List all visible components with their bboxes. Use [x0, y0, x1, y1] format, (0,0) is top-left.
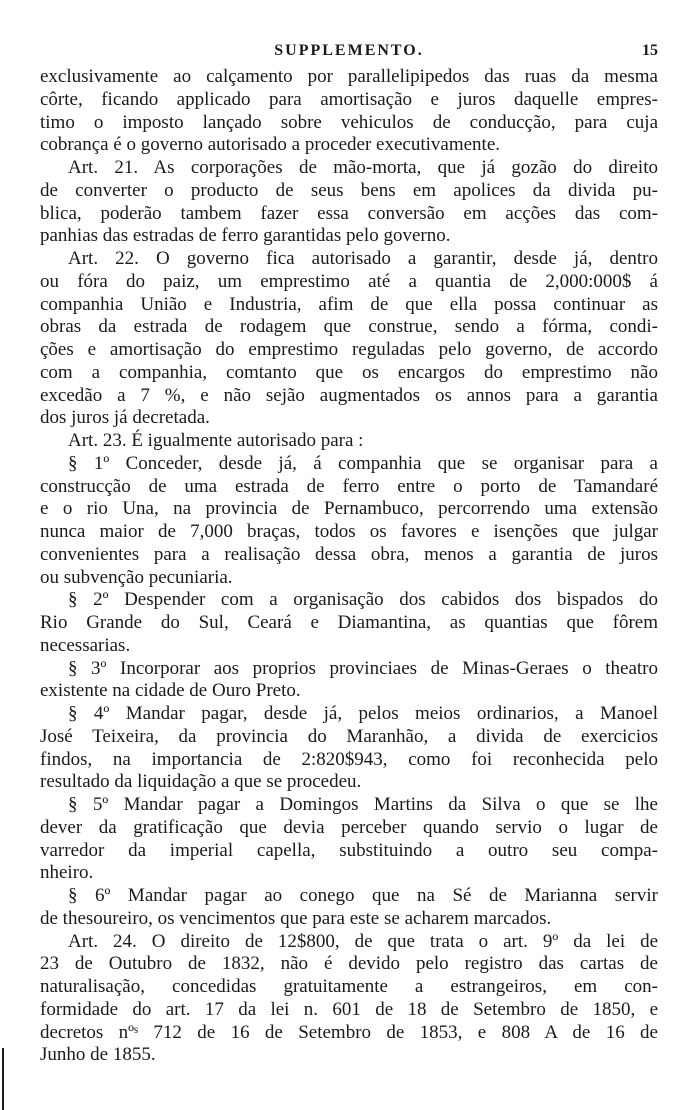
- text-line: José Teixeira, da provincia do Maranhão, a divida de exercicios: [40, 725, 658, 747]
- text-line: exclusivamente ao calçamento por parallelipipedos das ruas da mesma: [40, 66, 658, 87]
- text-line: de thesoureiro, os vencimentos que para este se acharem marcados.: [40, 907, 552, 929]
- text-line: existente na cidade de Ouro Preto.: [40, 680, 301, 702]
- text-line: Rio Grande do Sul, Ceará e Diamantina, as quantias que fôrem: [40, 612, 658, 633]
- margin-rule: [2, 1048, 4, 1110]
- text-line: 23 de Outubro de 1832, não é devido pelo registro das cartas de: [40, 953, 658, 975]
- text-line: dever da gratificação que devia perceber quando servio o lugar de: [40, 816, 658, 838]
- text-line: nheiro.: [40, 862, 94, 884]
- text-line: Art. 24. O direito de 12$800, de que trata o art. 9º da lei de: [68, 930, 658, 952]
- text-line: decretos nºˢ 712 de 16 de Setembro de 1853, e 808 A de 16 de: [40, 1021, 658, 1043]
- text-line: cobrança é o governo autorisado a proceder executivamente.: [40, 134, 500, 156]
- text-line: nunca maior de 7,000 braças, todos os favores e isenções que julgar: [40, 521, 658, 542]
- text-line: naturalisação, concedidas gratuitamente a estrangeiros, em con-: [40, 976, 658, 997]
- text-line: Art. 22. O governo fica autorisado a garantir, desde já, dentro: [68, 248, 658, 269]
- text-line: § 3º Incorporar aos proprios provinciaes de Minas-Geraes o theatro: [68, 657, 658, 679]
- page-number: 15: [642, 42, 658, 59]
- body-text: [40, 66, 658, 1067]
- text-line: com a companhia, comtanto que os encargos do emprestimo não: [40, 361, 658, 383]
- text-line: § 4º Mandar pagar, desde já, pelos meios ordinarios, a Manoel: [68, 703, 658, 724]
- text-line: Art. 21. As corporações de mão-morta, que já gozão do direito: [68, 157, 658, 178]
- text-line: obras da estrada de rodagem que construe, sendo a fórma, condi-: [40, 316, 658, 338]
- text-line: resultado da liquidação a que se procedeu.: [40, 771, 362, 793]
- text-line: de converter o producto de seus bens em apolices da divida pu-: [40, 179, 658, 201]
- text-line: Art. 23. É igualmente autorisado para :: [68, 430, 364, 451]
- text-line: § 6º Mandar pagar ao conego que na Sé de Marianna servir: [68, 885, 658, 906]
- text-line: § 2º Despender com a organisação dos cabidos dos bispados do: [68, 589, 658, 611]
- text-line: e o rio Una, na provincia de Pernambuco, percorrendo uma extensão: [40, 498, 658, 520]
- text-line: necessarias.: [40, 634, 131, 656]
- text-line: companhia União e Industria, afim de que ella possa continuar as: [40, 293, 658, 315]
- text-line: ou fóra do paiz, um emprestimo até a quantia de 2,000:000$ á: [40, 270, 658, 292]
- text-line: ou subvenção pecuniaria.: [40, 566, 233, 588]
- text-line: § 1º Conceder, desde já, á companhia que se organisar para a: [68, 452, 658, 474]
- running-title: SUPPLEMENTO.: [274, 42, 424, 59]
- text-line: panhias das estradas de ferro garantidas pelo governo.: [40, 225, 451, 247]
- text-line: ções e amortisação do emprestimo reguladas pelo governo, de accordo: [40, 339, 658, 360]
- text-line: dos juros já decretada.: [40, 407, 210, 429]
- text-line: formidade do art. 17 da lei n. 601 de 18 de Setembro de 1850, e: [40, 998, 658, 1020]
- text-line: excedão a 7 %, e não sejão augmentados os annos para a garantia: [40, 384, 658, 406]
- text-line: § 5º Mandar pagar a Domingos Martins da Silva o que se lhe: [68, 794, 658, 815]
- text-line: convenientes para a realisação dessa obra, menos a garantia de juros: [40, 543, 658, 565]
- text-line: côrte, ficando applicado para amortisação e juros daquelle empres-: [40, 88, 658, 110]
- text-line: findos, na importancia de 2:820$943, como foi reconhecida pelo: [40, 748, 658, 770]
- text-line: blica, poderão tambem fazer essa conversão em acções das com-: [40, 202, 658, 224]
- text-line: varredor da imperial capella, substituindo a outro seu compa-: [40, 839, 658, 861]
- text-line: construcção de uma estrada de ferro entre o porto de Tamandaré: [40, 475, 658, 497]
- text-line: timo o imposto lançado sobre vehiculos de conducção, para cuja: [40, 111, 658, 133]
- text-line: Junho de 1855.: [40, 1044, 156, 1066]
- page-header: [40, 42, 658, 66]
